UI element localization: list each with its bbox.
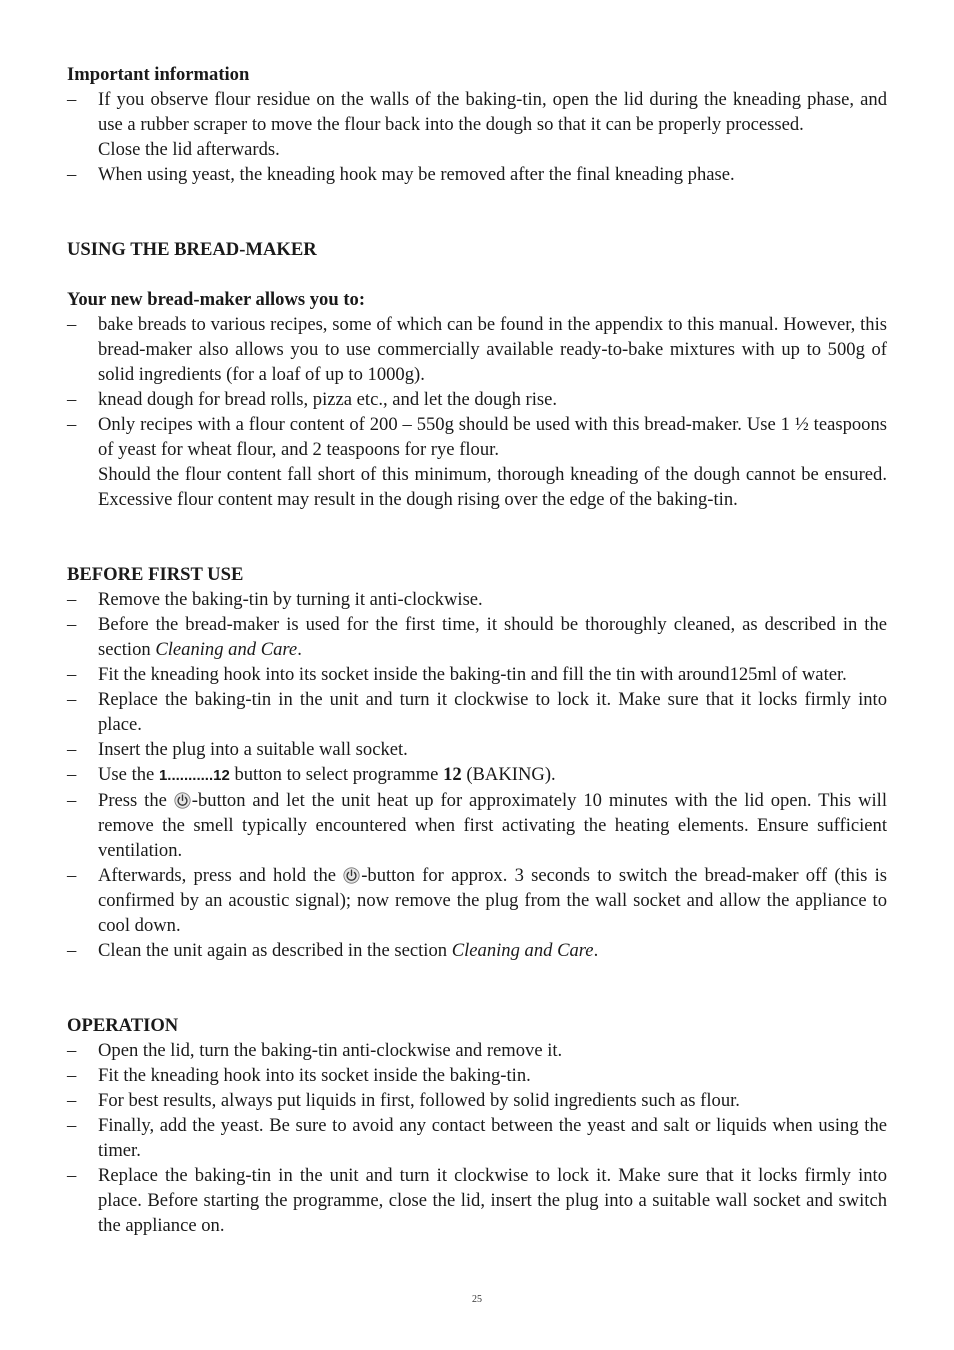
list-item [67, 312, 887, 387]
power-icon [343, 867, 360, 884]
bullet-dash: – [67, 1115, 77, 1136]
bullet-dash: – [67, 664, 77, 685]
important-heading: Important information [67, 64, 250, 85]
bullet-dash: – [67, 589, 77, 610]
list-item [67, 162, 887, 187]
list-item [67, 87, 887, 162]
program-keys-label: 1...........12 [158, 767, 230, 784]
list-item [67, 587, 887, 612]
bullet-dash: – [67, 764, 77, 785]
item-text: If you observe flour residue on the walls of the baking-tin, open the lid during the kneading phase, and use a rubber scraper to move the flour back into the dough so that it can be properly processed. [98, 89, 887, 135]
list-item [67, 387, 887, 412]
item-text: Should the flour content fall short of this minimum, thorough kneading of the dough cannot be ensured. Excessive flour content may result in the dough rising over the edge of the baking-tin. [98, 464, 887, 510]
bullet-dash: – [67, 414, 77, 435]
list-item [67, 1088, 887, 1113]
item-text: Fit the kneading hook into its socket inside the baking-tin and fill the tin with around125ml of water. [98, 664, 847, 685]
bullet-dash: – [67, 614, 77, 635]
page-number: 25 [472, 1294, 482, 1305]
item-text: bake breads to various recipes, some of which can be found in the appendix to this manual. However, this bread-maker also allows you to use commercially available ready-to-bake mixtures with up to 500g of solid ingredients (for a loaf of up to 1000g). [98, 314, 887, 385]
item-text: Fit the kneading hook into its socket inside the baking-tin. [98, 1065, 531, 1086]
list-item [67, 1113, 887, 1163]
before-list [67, 587, 887, 963]
item-text: Replace the baking-tin in the unit and turn it clockwise to lock it. Make sure that it locks firmly into place. [98, 689, 887, 735]
programme-number: 12 [443, 764, 462, 785]
bullet-dash: – [67, 89, 77, 110]
list-item [67, 762, 887, 788]
bullet-dash: – [67, 1165, 77, 1186]
bullet-dash: – [67, 1040, 77, 1061]
item-text: Before the bread-maker is used for the first time, it should be thoroughly cleaned, as described in the section Cleaning and Care. [98, 614, 887, 660]
bullet-dash: – [67, 739, 77, 760]
list-item [67, 687, 887, 737]
using-heading: USING THE BREAD-MAKER [67, 239, 317, 260]
using-list [67, 312, 887, 512]
list-item [67, 788, 887, 863]
item-text: Afterwards, press and hold the -button for approx. 3 seconds to switch the bread-maker off (this is confirmed by an acoustic signal); now remove the plug from the wall socket and allow the appliance to cool down. [98, 865, 887, 936]
bullet-dash: – [67, 389, 77, 410]
list-item [67, 737, 887, 762]
list-item [67, 1038, 887, 1063]
bullet-dash: – [67, 314, 77, 335]
list-item [67, 1163, 887, 1238]
bullet-dash: – [67, 689, 77, 710]
bullet-dash: – [67, 940, 77, 961]
list-item [67, 938, 887, 963]
item-text: Only recipes with a flour content of 200 – 550g should be used with this bread-maker. Use 1 ½ teaspoons of yeast for wheat flour, and 2 teaspoons for rye flour. [98, 414, 887, 460]
bullet-dash: – [67, 1090, 77, 1111]
operation-heading: OPERATION [67, 1015, 179, 1036]
bullet-dash: – [67, 790, 77, 811]
using-subheading: Your new bread-maker allows you to: [67, 289, 366, 310]
bullet-dash: – [67, 1065, 77, 1086]
item-text: Press the -button and let the unit heat up for approximately 10 minutes with the lid open. This will remove the smell typically encountered when first activating the heating elements. Ensure sufficient ventilation. [98, 790, 888, 861]
item-text: Remove the baking-tin by turning it anti-clockwise. [98, 589, 483, 610]
list-item [67, 1063, 887, 1088]
operation-list [67, 1038, 887, 1238]
item-text: Replace the baking-tin in the unit and turn it clockwise to lock it. Make sure that it locks firmly into place. Before starting the programme, close the lid, insert the plug into a suitable wall socket and switch the appliance on. [98, 1165, 887, 1236]
item-text: Insert the plug into a suitable wall socket. [98, 739, 408, 760]
item-text: Open the lid, turn the baking-tin anti-clockwise and remove it. [98, 1040, 563, 1061]
bullet-dash: – [67, 164, 77, 185]
item-text: For best results, always put liquids in first, followed by solid ingredients such as flour. [98, 1090, 740, 1111]
item-text: Clean the unit again as described in the section Cleaning and Care. [98, 940, 599, 961]
section-reference: Cleaning and Care [155, 639, 298, 660]
list-item [67, 612, 887, 662]
before-heading: BEFORE FIRST USE [67, 564, 244, 585]
item-text: When using yeast, the kneading hook may be removed after the final kneading phase. [98, 164, 735, 185]
item-text: Finally, add the yeast. Be sure to avoid any contact between the yeast and salt or liquids when using the timer. [98, 1115, 887, 1161]
item-text: knead dough for bread rolls, pizza etc., and let the dough rise. [98, 389, 558, 410]
item-text: Use the 1...........12 button to select programme 12 (BAKING). [98, 764, 556, 785]
list-item [67, 662, 887, 687]
item-text: Close the lid afterwards. [98, 139, 280, 160]
power-icon [174, 792, 191, 809]
page-content [67, 62, 887, 1238]
list-item [67, 863, 887, 938]
important-list [67, 87, 887, 187]
bullet-dash: – [67, 865, 77, 886]
section-reference: Cleaning and Care [451, 940, 594, 961]
list-item [67, 412, 887, 512]
